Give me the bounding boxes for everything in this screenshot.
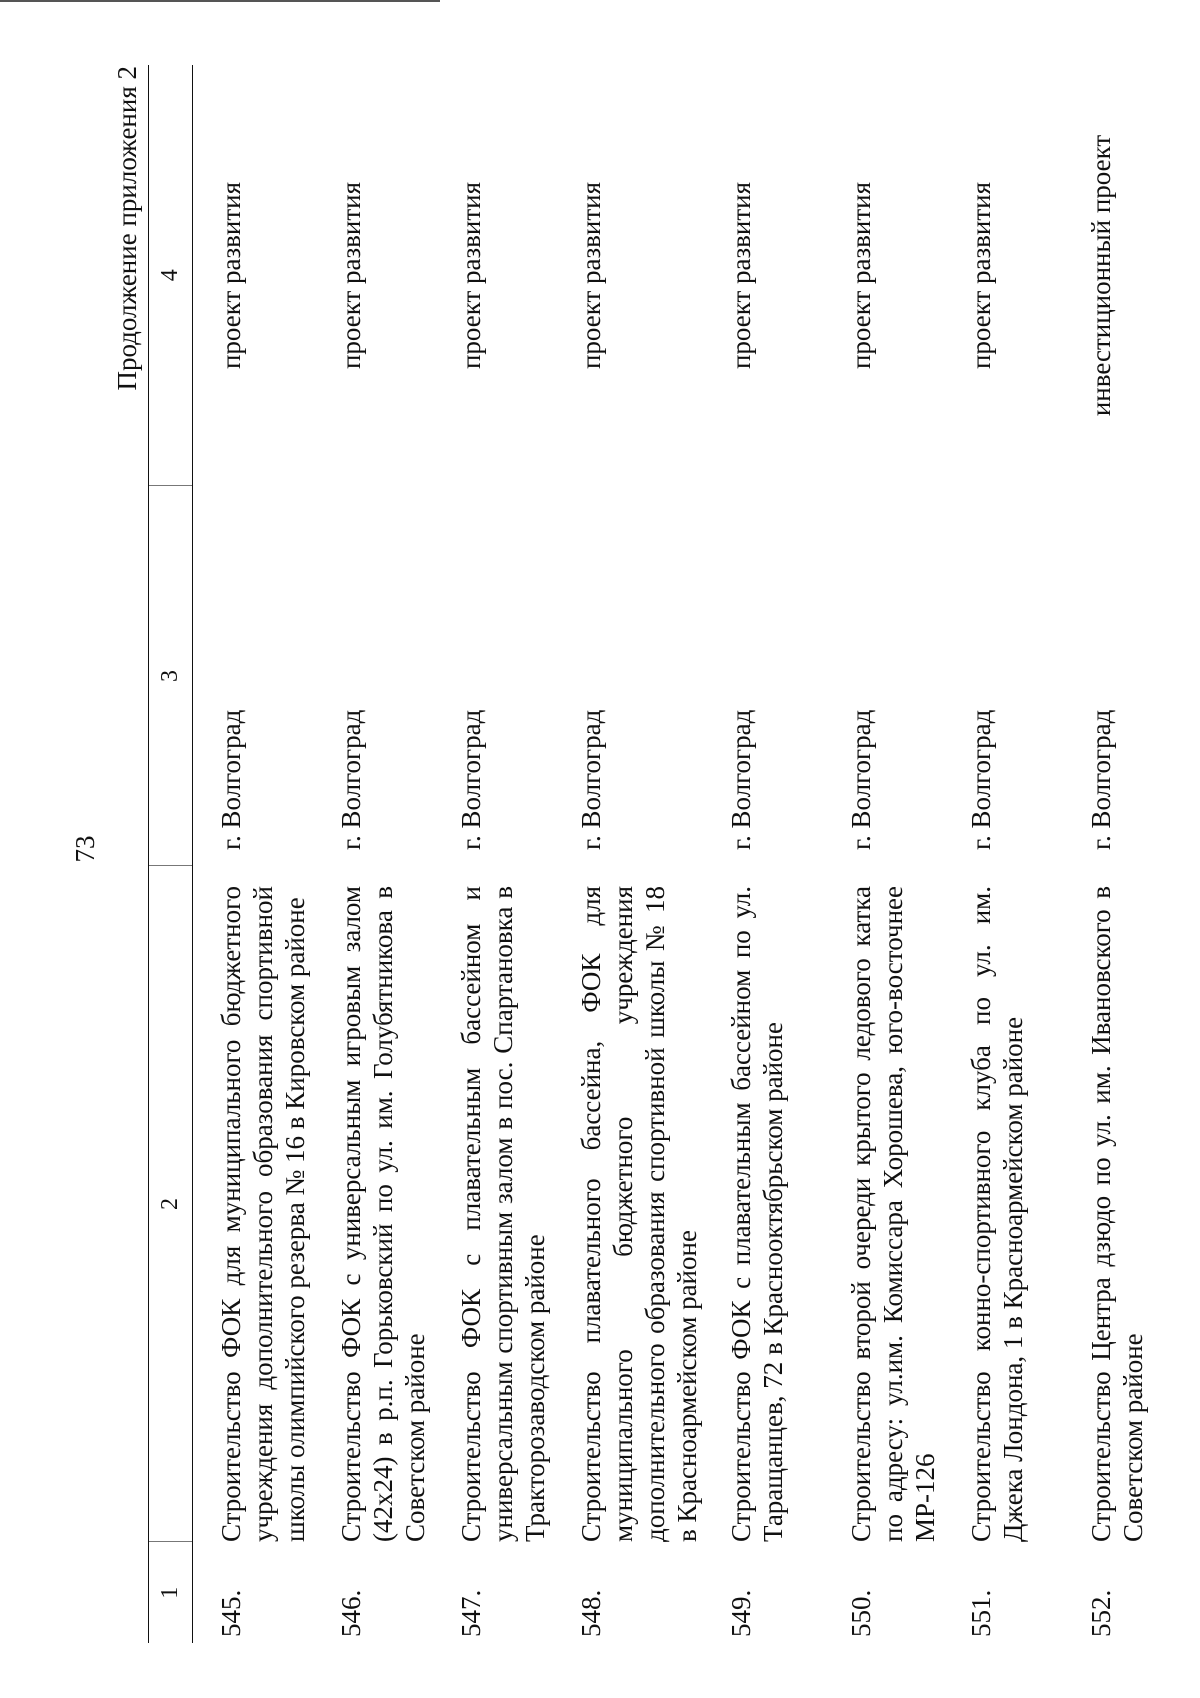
project-location: г. Волгоград bbox=[576, 709, 606, 850]
project-type: проект развития bbox=[966, 181, 996, 370]
project-type: проект развития bbox=[576, 181, 606, 370]
row-number: 552. bbox=[1086, 1589, 1116, 1637]
project-name: Строительство ФОК с плавательным бассейном и универсальным спортивным залом в пос. Спартановка в Тракторозаводском районе bbox=[456, 886, 550, 1542]
project-type: проект развития bbox=[216, 181, 246, 370]
table-row bbox=[823, 65, 943, 1643]
project-name: Строительство плавательного бассейна, ФОК для муниципального бюджетного учреждения дополнительного образования спортивной школы № 18 в Красноармейском районе bbox=[576, 886, 702, 1542]
project-name: Строительство второй очереди крытого ледового катка по адресу: ул.им. Комиссара Хорошева, юго-восточнее МР-126 bbox=[846, 886, 940, 1542]
table-row bbox=[1063, 65, 1183, 1643]
project-type: проект развития bbox=[336, 181, 366, 370]
column-header-1: 1 bbox=[149, 1542, 193, 1643]
project-type: проект развития bbox=[846, 181, 876, 370]
table-row bbox=[313, 65, 433, 1643]
table-row bbox=[433, 65, 553, 1643]
row-number: 551. bbox=[966, 1589, 996, 1637]
project-type: проект развития bbox=[726, 181, 756, 370]
project-type: проект развития bbox=[456, 181, 486, 370]
column-header-4: 4 bbox=[149, 65, 193, 486]
project-name: Строительство конно-спортивного клуба по ул. им. Джека Лондона, 1 в Красноармейском районе bbox=[966, 886, 1028, 1542]
table-header-row bbox=[149, 65, 193, 1643]
project-location: г. Волгоград bbox=[216, 709, 246, 850]
row-number: 549. bbox=[726, 1589, 756, 1637]
row-number: 550. bbox=[846, 1589, 876, 1637]
page-number: 73 bbox=[70, 835, 100, 863]
project-name: Строительство Центра дзюдо по ул. им. Ивановского в Советском районе bbox=[1086, 886, 1148, 1542]
project-type: инвестиционный проект bbox=[1086, 134, 1116, 417]
project-location: г. Волгоград bbox=[846, 709, 876, 850]
table-row bbox=[193, 65, 314, 1643]
column-header-2: 2 bbox=[149, 866, 193, 1542]
row-number: 545. bbox=[216, 1589, 246, 1637]
project-location: г. Волгоград bbox=[336, 709, 366, 850]
row-number: 547. bbox=[456, 1589, 486, 1637]
project-location: г. Волгоград bbox=[726, 709, 756, 850]
table-row bbox=[703, 65, 823, 1643]
continuation-label: Продолжение приложения 2 bbox=[112, 66, 142, 391]
project-location: г. Волгоград bbox=[1086, 709, 1116, 850]
projects-table bbox=[148, 65, 1183, 1643]
project-name: Строительство ФОК с универсальным игровым залом (42x24) в р.п. Горьковский по ул. им. Голубятникова в Советском районе bbox=[336, 886, 430, 1542]
row-number: 548. bbox=[576, 1589, 606, 1637]
column-header-3: 3 bbox=[149, 486, 193, 866]
table-row bbox=[553, 65, 703, 1643]
table-row bbox=[943, 65, 1063, 1643]
project-location: г. Волгоград bbox=[966, 709, 996, 850]
row-number: 546. bbox=[336, 1589, 366, 1637]
project-name: Строительство ФОК для муниципального бюджетного учреждения дополнительного образования спортивной школы олимпийского резерва № 16 в Кировском районе bbox=[216, 886, 310, 1542]
project-location: г. Волгоград bbox=[456, 709, 486, 850]
project-name: Строительство ФОК с плавательным бассейном по ул. Таращанцев, 72 в Краснооктябрьском районе bbox=[726, 886, 788, 1542]
